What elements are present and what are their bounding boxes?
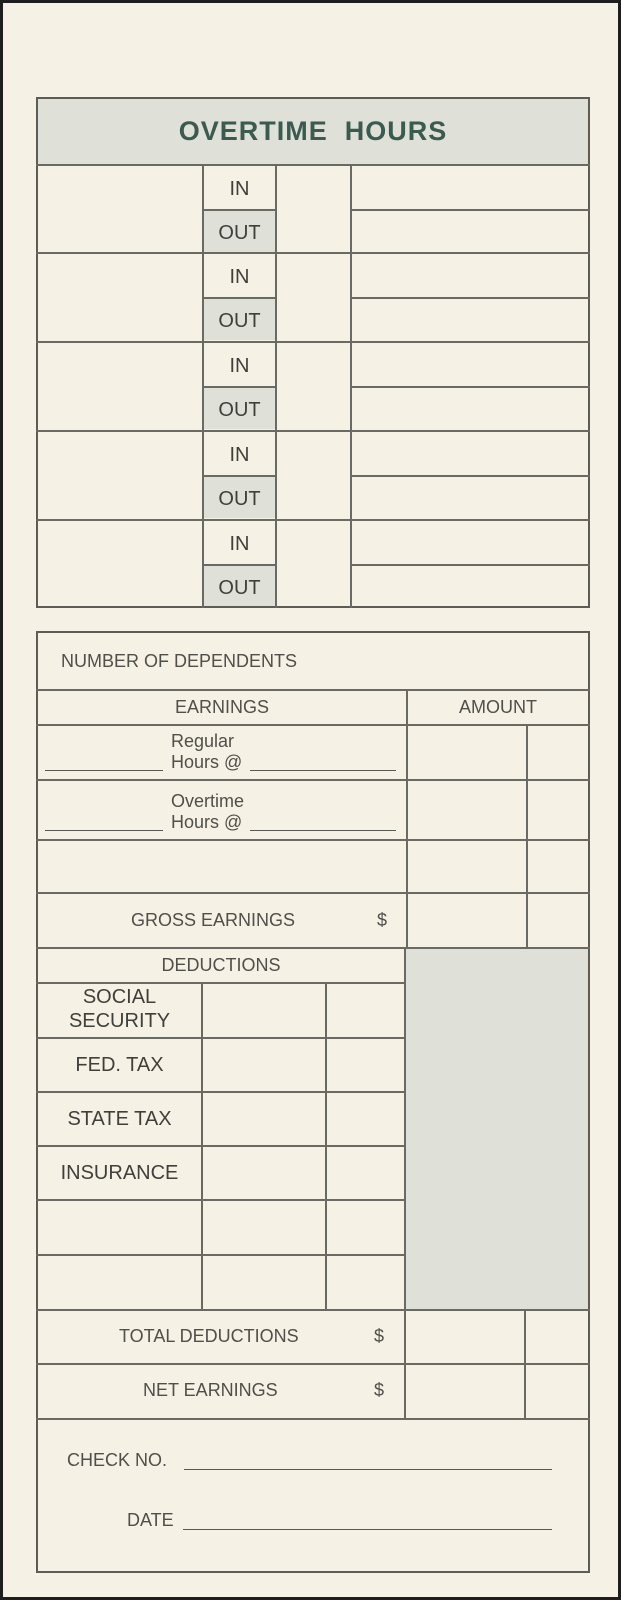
in-label: IN: [229, 444, 250, 466]
social-security-label-line1: SOCIAL: [82, 986, 157, 1008]
overtime-label: Overtime: [171, 791, 245, 811]
regular-label: Regular: [171, 731, 235, 751]
row-divider: [36, 1199, 406, 1201]
regular-rate-line[interactable]: [250, 770, 396, 771]
overtime-row-divider: [36, 341, 590, 343]
amount-header: AMOUNT: [459, 697, 537, 717]
in-label: IN: [229, 178, 250, 200]
overtime-title: OVERTIME HOURS: [178, 116, 448, 146]
row-divider: [36, 1309, 590, 1311]
row-divider: [36, 1363, 590, 1365]
out-label: OUT: [218, 222, 261, 244]
out-label: OUT: [218, 399, 261, 421]
overtime-hours-table: [36, 97, 590, 608]
in-out-divider: [202, 209, 277, 211]
overtime-row-divider: [36, 519, 590, 521]
overtime-title-divider: [36, 164, 590, 166]
entry-line: [350, 564, 590, 566]
row-divider: [36, 1145, 406, 1147]
overtime-row-divider: [36, 252, 590, 254]
total-deductions-dollar-sign: $: [374, 1326, 385, 1346]
entry-line: [350, 297, 590, 299]
out-label: OUT: [218, 488, 261, 510]
deductions-right-divider: [404, 947, 406, 1311]
state-tax-label: STATE TAX: [67, 1108, 172, 1130]
in-out-divider: [202, 386, 277, 388]
deductions-header: DEDUCTIONS: [161, 955, 281, 975]
row-divider: [36, 1037, 406, 1039]
in-label: IN: [229, 355, 250, 377]
row-divider: [36, 892, 590, 894]
regular-hours-at-label: Hours @: [171, 752, 243, 772]
fed-tax-label: FED. TAX: [75, 1054, 164, 1076]
gross-dollar-sign: $: [377, 910, 388, 930]
in-label: IN: [229, 266, 250, 288]
row-divider: [36, 1091, 406, 1093]
net-earnings-label: NET EARNINGS: [143, 1380, 278, 1400]
dependents-label: NUMBER OF DEPENDENTS: [61, 651, 298, 671]
overtime-rate-line[interactable]: [250, 830, 396, 831]
date-label: DATE: [127, 1510, 174, 1530]
gross-earnings-label: GROSS EARNINGS: [131, 910, 296, 930]
social-security-label-line2: SECURITY: [68, 1010, 171, 1032]
in-out-divider: [202, 297, 277, 299]
date-line[interactable]: [183, 1529, 552, 1530]
check-no-line[interactable]: [184, 1469, 552, 1470]
row-divider: [36, 689, 590, 691]
insurance-label: INSURANCE: [60, 1162, 179, 1184]
in-out-divider: [202, 564, 277, 566]
row-divider: [36, 1254, 406, 1256]
regular-hours-line[interactable]: [45, 770, 163, 771]
overtime-hours-line[interactable]: [45, 830, 163, 831]
entry-line: [350, 386, 590, 388]
row-divider: [36, 724, 590, 726]
earnings-header: EARNINGS: [174, 697, 270, 717]
row-divider: [36, 982, 406, 984]
out-label: OUT: [218, 310, 261, 332]
net-earnings-dollar-sign: $: [374, 1380, 385, 1400]
in-out-divider: [202, 475, 277, 477]
in-label: IN: [229, 533, 250, 555]
deductions-shaded-area: [406, 949, 588, 1309]
row-divider: [36, 779, 590, 781]
out-label: OUT: [218, 577, 261, 599]
check-no-label: CHECK NO.: [67, 1450, 168, 1470]
row-divider: [36, 1418, 590, 1420]
amount-col-divider: [406, 689, 408, 947]
cents-col-divider: [526, 724, 528, 947]
overtime-row-divider: [36, 430, 590, 432]
total-deductions-label: TOTAL DEDUCTIONS: [119, 1326, 299, 1346]
entry-line: [350, 475, 590, 477]
row-divider: [36, 839, 590, 841]
overtime-hours-at-label: Hours @: [171, 812, 243, 832]
entry-line: [350, 209, 590, 211]
